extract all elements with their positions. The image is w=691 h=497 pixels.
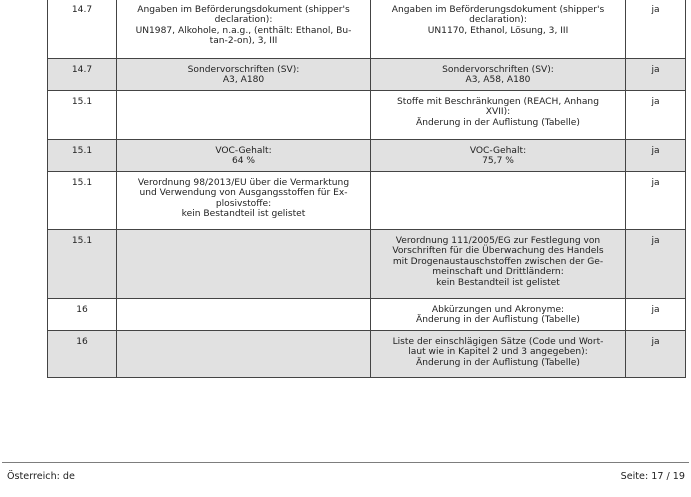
section-cell: 15.1	[48, 91, 117, 140]
relevance-cell: ja	[626, 172, 686, 230]
new-value-cell: Abkürzungen und Akronyme: Änderung in der Auflistung (Tabelle)	[371, 299, 626, 331]
relevance-cell: ja	[626, 331, 686, 378]
footer-page-number: Seite: 17 / 19	[620, 471, 685, 482]
section-cell: 15.1	[48, 140, 117, 172]
old-value-cell	[117, 299, 371, 331]
table-row	[48, 172, 686, 230]
relevance-cell: ja	[626, 140, 686, 172]
section-cell: 16	[48, 299, 117, 331]
table-row	[48, 140, 686, 172]
old-value-cell: VOC-Gehalt: 64 %	[117, 140, 371, 172]
section-cell: 14.7	[48, 0, 117, 59]
relevance-cell: ja	[626, 0, 686, 59]
changes-table	[47, 0, 686, 378]
section-cell: 16	[48, 331, 117, 378]
relevance-cell: ja	[626, 91, 686, 140]
relevance-cell: ja	[626, 230, 686, 299]
relevance-cell: ja	[626, 59, 686, 91]
table-row	[48, 299, 686, 331]
section-cell: 15.1	[48, 230, 117, 299]
old-value-cell	[117, 331, 371, 378]
section-cell: 15.1	[48, 172, 117, 230]
new-value-cell	[371, 172, 626, 230]
old-value-cell	[117, 230, 371, 299]
table-row	[48, 91, 686, 140]
old-value-cell: Sondervorschriften (SV): A3, A180	[117, 59, 371, 91]
table-row	[48, 59, 686, 91]
new-value-cell: Sondervorschriften (SV): A3, A58, A180	[371, 59, 626, 91]
old-value-cell: Verordnung 98/2013/EU über die Vermarktung und Verwendung von Ausgangsstoffen für Ex- plosivstoffe: kein Bestandteil ist gelistet	[117, 172, 371, 230]
table-row	[48, 0, 686, 59]
new-value-cell: Verordnung 111/2005/EG zur Festlegung von Vorschriften für die Überwachung des Handels mit Drogenaustauschstoffen zwischen der Ge- meinschaft und Drittländern: kein Bestandteil ist gelistet	[371, 230, 626, 299]
section-cell: 14.7	[48, 59, 117, 91]
table-row	[48, 331, 686, 378]
table-row	[48, 230, 686, 299]
relevance-cell: ja	[626, 299, 686, 331]
new-value-cell: VOC-Gehalt: 75,7 %	[371, 140, 626, 172]
new-value-cell: Liste der einschlägigen Sätze (Code und Wort- laut wie in Kapitel 2 und 3 angegeben): Änderung in der Auflistung (Tabelle)	[371, 331, 626, 378]
footer-country: Österreich: de	[7, 471, 75, 482]
new-value-cell: Stoffe mit Beschränkungen (REACH, Anhang XVII): Änderung in der Auflistung (Tabelle)	[371, 91, 626, 140]
old-value-cell	[117, 91, 371, 140]
footer-divider	[2, 462, 689, 463]
new-value-cell: Angaben im Beförderungsdokument (shipper's declaration): UN1170, Ethanol, Lösung, 3, III	[371, 0, 626, 59]
old-value-cell: Angaben im Beförderungsdokument (shipper's declaration): UN1987, Alkohole, n.a.g., (enthält: Ethanol, Bu- tan-2-on), 3, III	[117, 0, 371, 59]
